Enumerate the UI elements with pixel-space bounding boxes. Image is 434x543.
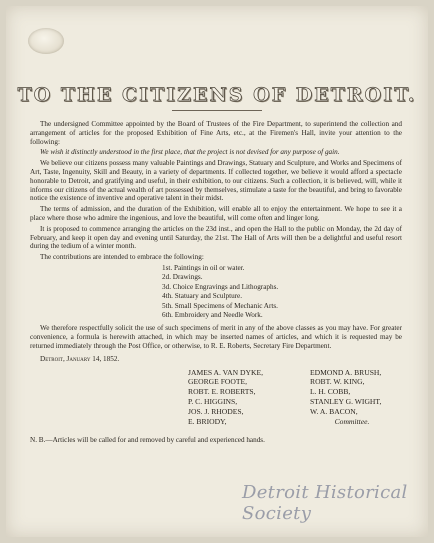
document-title: TO THE CITIZENS OF DETROIT. <box>17 84 417 106</box>
document-page <box>6 6 428 537</box>
signature-name: JOS. J. RHODES, <box>188 406 244 416</box>
note-nb: N. B.—Articles will be called for and removed by careful and experienced hands. <box>30 435 265 444</box>
list-item: 5th. Small Specimens of Mechanic Arts. <box>162 301 278 310</box>
title-divider <box>172 110 262 111</box>
committee-label: Committee. <box>334 416 370 426</box>
paragraph-terms: The terms of admission, and the duration of the Exhibition, will enable all to enjoy the entertainment. We hope to see it a place where those who admire the ingenious, and love the beautiful, will come often and linger long. <box>30 205 402 222</box>
contribution-list <box>162 264 402 320</box>
dateline: Detroit, January 14, 1852. <box>40 354 120 363</box>
signature-name: E. BRIODY, <box>188 416 227 426</box>
signature-name: EDMOND A. BRUSH, <box>310 367 382 377</box>
signature-name: JAMES A. VAN DYKE, <box>188 367 264 377</box>
signature-name: ROBT. E. ROBERTS, <box>188 387 256 397</box>
signature-name: ROBT. W. KING, <box>310 377 365 387</box>
paragraph-contributions: The contributions are intended to embrace the following: <box>40 253 204 262</box>
watermark-text: Detroit Historical Society <box>242 482 408 524</box>
paragraph-intro: The undersigned Committee appointed by the Board of Trustees of the Fire Department, to superintend the collection and arrangement of articles for the proposed Exhibition of Fine Arts, etc., at the Firemen's Hall, invite your attention to the following: <box>30 120 402 146</box>
list-item: 2d. Drawings. <box>162 273 203 282</box>
document-body <box>30 120 402 446</box>
signature-name: STANLEY G. WIGHT, <box>310 396 382 406</box>
list-item: 1st. Paintings in oil or water. <box>162 263 245 272</box>
paragraph-closing: We therefore respectfully solicit the use of such specimens of merit in any of the above classes as you may have. For greater convenience, a formula is herewith attached, in which may be inserted names of articles, and which it is requested may be returned immediately through the Post Office, or otherwise, to R. E. Roberts, Secretary Fire Department. <box>30 324 402 350</box>
embossed-seal-icon <box>28 28 64 54</box>
list-item: 6th. Embroidery and Needle Work. <box>162 310 263 319</box>
paragraph-schedule: It is proposed to commence arranging the articles on the 23d inst., and open the Hall to the public on Monday, the 2d day of February, and keep it open day and evening until Saturday, the 21st. The Hall of Arts will then be a delightful and useful resort during the tedium of a winter month. <box>30 224 402 251</box>
paragraph-belief: We believe our citizens possess many valuable Paintings and Drawings, Statuary and Sculpture, and Works and Specimens of Art, Taste, Ingenuity, Skill and Beauty, in a variety of departments. If collected together, we believe it would afford a spectacle honorable to Detroit, and gratifying and useful, in their exhibition, to our citizens. Such a collection, it is believed, will, while it informs our citizens of the actual wealth of art possessed by themselves, stimulate a taste for the beautiful, and bring to favorable notice the existence of inventive and operative talent in their midst. <box>30 159 402 203</box>
list-item: 4th. Statuary and Sculpture. <box>162 292 243 301</box>
signature-name: W. A. BACON, <box>310 406 358 416</box>
paragraph-purpose: We wish it distinctly understood in the first place, that the project is not devised for any purpose of gain. <box>40 148 340 157</box>
signatures-right <box>310 368 381 427</box>
signature-name: P. C. HIGGINS, <box>188 396 238 406</box>
signature-name: L. H. COBB, <box>310 387 351 397</box>
signature-block <box>30 368 402 436</box>
signature-name: GEORGE FOOTE, <box>188 377 248 387</box>
list-item: 3d. Choice Engravings and Lithographs. <box>162 282 279 291</box>
signatures-left <box>188 368 263 427</box>
